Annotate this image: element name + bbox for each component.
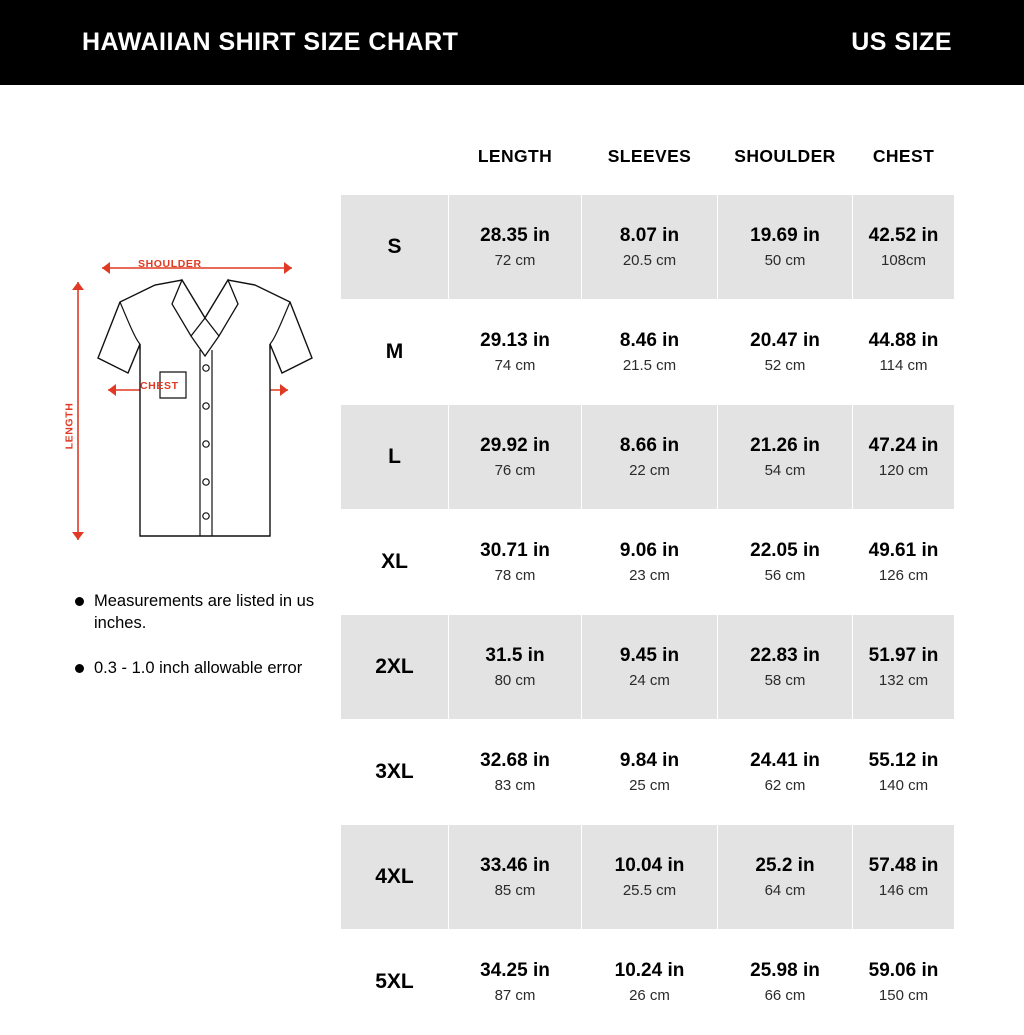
value-inches: 29.13 in	[480, 330, 550, 351]
cell-size: 2XL	[341, 615, 449, 720]
cell-sleeves	[582, 510, 718, 615]
cell-length	[449, 720, 582, 825]
value-inches: 47.24 in	[868, 435, 939, 456]
cell-length	[449, 510, 582, 615]
cell-length	[449, 825, 582, 930]
cell-shoulder	[718, 300, 853, 405]
page-header	[0, 0, 1024, 85]
cell-size: 4XL	[341, 825, 449, 930]
cell-sleeves	[582, 300, 718, 405]
size-chart-table-wrap	[340, 118, 954, 1035]
size-chart-table	[340, 118, 955, 1035]
cell-sleeves	[582, 825, 718, 930]
value-inches: 8.46 in	[619, 330, 680, 351]
value-inches: 20.47 in	[750, 330, 820, 351]
cell-size: 3XL	[341, 720, 449, 825]
shirt-svg	[60, 240, 350, 570]
value-cm: 21.5 cm	[622, 357, 677, 374]
value-inches: 55.12 in	[868, 750, 939, 771]
cell-size: 5XL	[341, 930, 449, 1035]
value-cm: 66 cm	[764, 987, 806, 1004]
cell-length	[449, 405, 582, 510]
value-inches: 9.45 in	[619, 645, 680, 666]
table-body	[341, 195, 955, 1035]
note-item	[75, 657, 335, 679]
value-cm: 108cm	[880, 252, 927, 269]
value-inches: 25.2 in	[755, 855, 815, 876]
table-row	[341, 510, 955, 615]
value-inches: 31.5 in	[485, 645, 545, 666]
cell-length	[449, 300, 582, 405]
length-measure-label: LENGTH	[63, 402, 76, 450]
bullet-icon	[75, 664, 84, 673]
value-cm: 120 cm	[878, 462, 929, 479]
cell-shoulder	[718, 930, 853, 1035]
value-inches: 57.48 in	[868, 855, 939, 876]
cell-shoulder	[718, 825, 853, 930]
value-cm: 72 cm	[494, 252, 536, 269]
cell-chest	[853, 510, 955, 615]
chest-measure-label: CHEST	[140, 380, 179, 392]
value-inches: 32.68 in	[480, 750, 550, 771]
value-inches: 9.84 in	[619, 750, 680, 771]
value-inches: 28.35 in	[480, 225, 550, 246]
value-inches: 22.05 in	[750, 540, 820, 561]
column-header-chest: CHEST	[853, 119, 955, 195]
bullet-icon	[75, 597, 84, 606]
value-inches: 8.07 in	[619, 225, 680, 246]
cell-size: L	[341, 405, 449, 510]
value-cm: 25.5 cm	[622, 882, 677, 899]
value-cm: 58 cm	[764, 672, 806, 689]
column-header-size	[341, 119, 449, 195]
unit-system-label: US SIZE	[851, 28, 952, 56]
note-text: 0.3 - 1.0 inch allowable error	[94, 658, 303, 677]
cell-sleeves	[582, 405, 718, 510]
page-title: HAWAIIAN SHIRT SIZE CHART	[82, 28, 459, 56]
value-cm: 23 cm	[629, 567, 670, 584]
value-cm: 24 cm	[629, 672, 670, 689]
cell-length	[449, 930, 582, 1035]
shirt-diagram	[60, 240, 350, 570]
value-cm: 26 cm	[629, 987, 670, 1004]
cell-chest	[853, 930, 955, 1035]
value-inches: 10.24 in	[614, 960, 685, 981]
value-cm: 146 cm	[878, 882, 929, 899]
cell-chest	[853, 825, 955, 930]
value-inches: 34.25 in	[480, 960, 550, 981]
value-cm: 25 cm	[629, 777, 670, 794]
value-cm: 64 cm	[764, 882, 806, 899]
value-cm: 20.5 cm	[622, 252, 677, 269]
value-inches: 44.88 in	[868, 330, 939, 351]
cell-chest	[853, 615, 955, 720]
value-cm: 132 cm	[878, 672, 929, 689]
cell-size: XL	[341, 510, 449, 615]
value-inches: 59.06 in	[868, 960, 939, 981]
value-inches: 29.92 in	[480, 435, 550, 456]
value-cm: 150 cm	[878, 987, 929, 1004]
value-cm: 54 cm	[764, 462, 806, 479]
table-row	[341, 195, 955, 300]
value-inches: 24.41 in	[750, 750, 820, 771]
cell-chest	[853, 195, 955, 300]
value-inches: 51.97 in	[868, 645, 939, 666]
illustration-panel	[40, 230, 340, 750]
table-row	[341, 720, 955, 825]
column-header-shoulder: SHOULDER	[718, 119, 853, 195]
cell-shoulder	[718, 405, 853, 510]
cell-shoulder	[718, 510, 853, 615]
column-header-length: LENGTH	[449, 119, 582, 195]
value-cm: 140 cm	[878, 777, 929, 794]
table-row	[341, 615, 955, 720]
value-cm: 87 cm	[494, 987, 536, 1004]
table-row	[341, 300, 955, 405]
value-cm: 80 cm	[494, 672, 536, 689]
value-inches: 8.66 in	[619, 435, 680, 456]
cell-chest	[853, 300, 955, 405]
notes-list	[75, 590, 335, 701]
value-cm: 114 cm	[879, 357, 928, 374]
cell-size: M	[341, 300, 449, 405]
value-cm: 78 cm	[494, 567, 536, 584]
cell-chest	[853, 720, 955, 825]
value-inches: 21.26 in	[750, 435, 820, 456]
value-inches: 49.61 in	[868, 540, 939, 561]
value-cm: 85 cm	[494, 882, 536, 899]
cell-sleeves	[582, 720, 718, 825]
value-inches: 25.98 in	[750, 960, 820, 981]
value-inches: 19.69 in	[750, 225, 820, 246]
value-cm: 50 cm	[764, 252, 806, 269]
value-inches: 9.06 in	[619, 540, 680, 561]
cell-shoulder	[718, 195, 853, 300]
value-cm: 22 cm	[629, 462, 670, 479]
value-inches: 10.04 in	[614, 855, 685, 876]
table-row	[341, 405, 955, 510]
value-cm: 126 cm	[878, 567, 929, 584]
cell-sleeves	[582, 615, 718, 720]
note-item	[75, 590, 335, 635]
value-cm: 56 cm	[764, 567, 806, 584]
cell-chest	[853, 405, 955, 510]
note-text: Measurements are listed in us inches.	[94, 592, 315, 633]
value-cm: 83 cm	[494, 777, 536, 794]
value-cm: 52 cm	[764, 357, 806, 374]
value-inches: 30.71 in	[480, 540, 550, 561]
value-cm: 74 cm	[494, 357, 536, 374]
cell-shoulder	[718, 720, 853, 825]
table-row	[341, 825, 955, 930]
column-header-sleeves: SLEEVES	[582, 119, 718, 195]
cell-length	[449, 195, 582, 300]
value-inches: 22.83 in	[750, 645, 820, 666]
table-header	[341, 119, 955, 195]
value-cm: 76 cm	[494, 462, 536, 479]
cell-sleeves	[582, 195, 718, 300]
cell-length	[449, 615, 582, 720]
value-inches: 33.46 in	[480, 855, 550, 876]
shoulder-measure-label: SHOULDER	[138, 258, 202, 270]
value-inches: 42.52 in	[868, 225, 939, 246]
cell-sleeves	[582, 930, 718, 1035]
cell-size: S	[341, 195, 449, 300]
table-row	[341, 930, 955, 1035]
value-cm: 62 cm	[764, 777, 806, 794]
cell-shoulder	[718, 615, 853, 720]
